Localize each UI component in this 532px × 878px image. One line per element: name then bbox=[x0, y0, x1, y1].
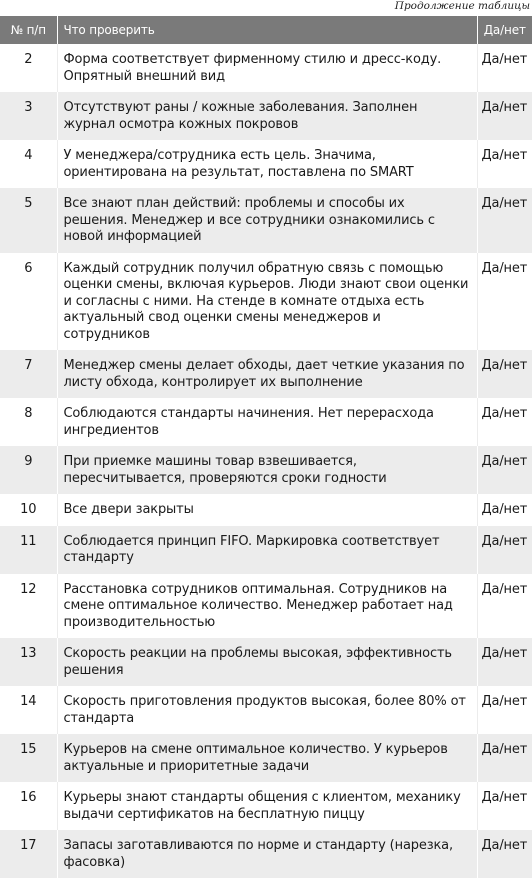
checklist-table bbox=[0, 16, 532, 878]
row-answer: Да/нет bbox=[477, 253, 532, 351]
row-number: 12 bbox=[0, 574, 57, 639]
row-check-item: Отсутствуют раны / кожные заболевания. Заполнен журнал осмотра кожных покровов bbox=[57, 92, 477, 140]
row-answer: Да/нет bbox=[477, 782, 532, 830]
table-row bbox=[0, 398, 532, 446]
row-answer: Да/нет bbox=[477, 398, 532, 446]
table-row bbox=[0, 350, 532, 398]
row-number: 4 bbox=[0, 140, 57, 188]
row-number: 14 bbox=[0, 686, 57, 734]
table-row bbox=[0, 734, 532, 782]
header-what-to-check: Что проверить bbox=[57, 16, 477, 44]
row-check-item: Менеджер смены делает обходы, дает четкие указания по листу обхода, контролирует их выполнение bbox=[57, 350, 477, 398]
row-check-item: Соблюдается принцип FIFO. Маркировка соответствует стандарту bbox=[57, 526, 477, 574]
row-answer: Да/нет bbox=[477, 140, 532, 188]
table-row bbox=[0, 44, 532, 92]
row-answer: Да/нет bbox=[477, 686, 532, 734]
row-answer: Да/нет bbox=[481, 358, 528, 373]
row-check-item: Курьеров на смене оптимальное количество. У курьеров актуальные и приоритетные задачи bbox=[57, 734, 477, 782]
row-answer: Да/нет bbox=[477, 574, 532, 639]
table-row bbox=[0, 686, 532, 734]
row-number: 16 bbox=[0, 782, 57, 830]
row-number: 2 bbox=[0, 44, 57, 92]
row-check-item: Форма соответствует фирменному стилю и дресс-коду. Опрятный внешний вид bbox=[57, 44, 477, 92]
header-number: № п/п bbox=[0, 16, 57, 44]
row-answer: Да/нет bbox=[481, 646, 528, 661]
table-row bbox=[0, 638, 532, 686]
row-number: 11 bbox=[0, 526, 57, 574]
row-number: 10 bbox=[0, 494, 57, 526]
row-number: 15 bbox=[0, 734, 57, 782]
row-number: 7 bbox=[0, 350, 57, 398]
table-row bbox=[0, 188, 532, 253]
row-number: 5 bbox=[0, 188, 57, 253]
row-answer: Да/нет bbox=[481, 742, 528, 757]
row-answer: Да/нет bbox=[477, 44, 532, 92]
row-check-item: Все двери закрыты bbox=[57, 494, 477, 526]
table-row bbox=[0, 92, 532, 140]
row-check-item: У менеджера/сотрудника есть цель. Значима, ориентирована на результат, поставлена по SMART bbox=[57, 140, 477, 188]
row-answer: Да/нет bbox=[481, 454, 528, 469]
row-number: 13 bbox=[0, 638, 57, 686]
row-number: 3 bbox=[0, 92, 57, 140]
row-answer: Да/нет bbox=[481, 196, 528, 211]
row-answer: Да/нет bbox=[481, 100, 528, 115]
table-row bbox=[0, 574, 532, 639]
table-row bbox=[0, 782, 532, 830]
row-number: 9 bbox=[0, 446, 57, 494]
table-row bbox=[0, 830, 532, 878]
row-check-item: Курьеры знают стандарты общения с клиентом, механику выдачи сертификатов на бесплатную пиццу bbox=[57, 782, 477, 830]
row-check-item: Скорость реакции на проблемы высокая, эффективность решения bbox=[57, 638, 477, 686]
row-number: 6 bbox=[0, 253, 57, 351]
header-yes-no: Да/нет bbox=[483, 22, 526, 37]
row-number: 8 bbox=[0, 398, 57, 446]
row-number: 17 bbox=[0, 830, 57, 878]
table-row bbox=[0, 526, 532, 574]
table-row bbox=[0, 494, 532, 526]
row-check-item: Запасы заготавливаются по норме и стандарту (нарезка, фасовка) bbox=[57, 830, 477, 878]
table-row bbox=[0, 446, 532, 494]
row-check-item: Скорость приготовления продуктов высокая, более 80% от стандарта bbox=[57, 686, 477, 734]
row-check-item: Каждый сотрудник получил обратную связь с помощью оценки смены, включая курьеров. Люди знают свои оценки и согласны с ними. На стенде в комнате отдыха есть актуальный свод оценки смены менеджеров и сотрудников bbox=[57, 253, 477, 351]
row-check-item: Расстановка сотрудников оптимальная. Сотрудников на смене оптимальное количество. Менеджер работает над производительностью bbox=[57, 574, 477, 639]
table-body bbox=[0, 44, 532, 878]
row-check-item: При приемке машины товар взвешивается, пересчитывается, проверяются сроки годности bbox=[57, 446, 477, 494]
row-answer: Да/нет bbox=[481, 838, 528, 853]
row-answer: Да/нет bbox=[477, 494, 532, 526]
table-header bbox=[0, 16, 532, 44]
row-check-item: Соблюдаются стандарты начинения. Нет перерасхода ингредиентов bbox=[57, 398, 477, 446]
table-row bbox=[0, 253, 532, 351]
table-row bbox=[0, 140, 532, 188]
row-check-item: Все знают план действий: проблемы и способы их решения. Менеджер и все сотрудники ознакомились с новой информацией bbox=[57, 188, 477, 253]
row-answer: Да/нет bbox=[481, 533, 528, 549]
table-continuation-caption: Продолжение таблицы bbox=[394, 0, 530, 12]
